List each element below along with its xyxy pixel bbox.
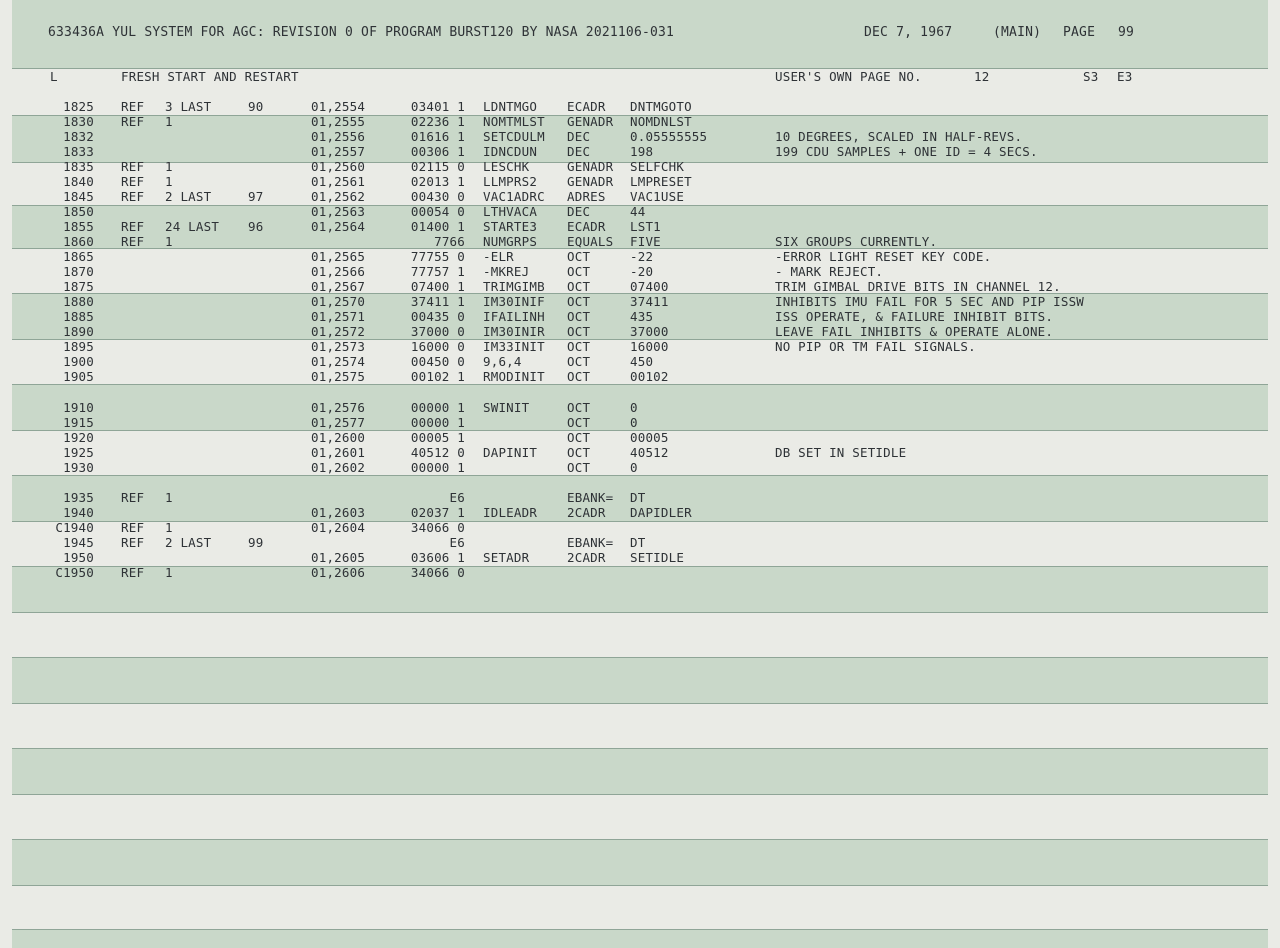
row-operand: 435 (630, 309, 654, 324)
band-rule (12, 794, 1268, 795)
row-ref: REF (121, 234, 145, 249)
row-ref: REF (121, 565, 145, 580)
row-op: OCT (567, 249, 591, 264)
row-operand: FIVE (630, 234, 661, 249)
band-rule (12, 384, 1268, 385)
row-line: 1925 (63, 445, 94, 460)
row-addr: 01,2601 (311, 445, 366, 460)
row-ref: REF (121, 99, 145, 114)
row-line: 1840 (63, 174, 94, 189)
row-addr: 01,2567 (311, 279, 366, 294)
row-label: STARTE3 (483, 219, 538, 234)
paper-band (12, 0, 1268, 22)
row-op: OCT (567, 430, 591, 445)
row-line: 1915 (63, 415, 94, 430)
row-addr: 01,2562 (311, 189, 366, 204)
row-operand: DT (630, 535, 646, 550)
row-operand: 40512 (630, 445, 669, 460)
row-comment: INHIBITS IMU FAIL FOR 5 SEC AND PIP ISSW (775, 294, 1085, 309)
row-word: 01616 1 (410, 129, 465, 144)
row-op: DEC (567, 129, 591, 144)
row-operand: -20 (630, 264, 654, 279)
row-label: IM33INIT (483, 339, 545, 354)
row-word: 34066 0 (410, 520, 465, 535)
row-label: TRIMGIMB (483, 279, 545, 294)
row-cnt: 3 LAST (165, 99, 212, 114)
row-word: 02115 0 (410, 159, 465, 174)
row-comment: -ERROR LIGHT RESET KEY CODE. (775, 249, 992, 264)
row-line: 1885 (63, 309, 94, 324)
row-line: 1950 (63, 550, 94, 565)
row-word: 00102 1 (410, 369, 465, 384)
row-line: 1895 (63, 339, 94, 354)
row-addr: 01,2561 (311, 174, 366, 189)
row-addr: 01,2571 (311, 309, 366, 324)
row-line: 1935 (63, 490, 94, 505)
row-last: 97 (248, 189, 264, 204)
row-op: 2CADR (567, 550, 606, 565)
row-line: 1835 (63, 159, 94, 174)
row-word: 02236 1 (410, 114, 465, 129)
row-addr: 01,2555 (311, 114, 366, 129)
row-addr: 01,2554 (311, 99, 366, 114)
row-word: 00435 0 (410, 309, 465, 324)
row-ref: REF (121, 535, 145, 550)
row-word: 00430 0 (410, 189, 465, 204)
row-comment: NO PIP OR TM FAIL SIGNALS. (775, 339, 976, 354)
row-word: 77755 0 (410, 249, 465, 264)
row-comment: 199 CDU SAMPLES + ONE ID = 4 SECS. (775, 144, 1038, 159)
row-word: 02037 1 (410, 505, 465, 520)
band-rule (12, 475, 1268, 476)
band-rule (12, 521, 1268, 522)
paper-band (12, 748, 1268, 794)
row-word: 03606 1 (410, 550, 465, 565)
row-op: ADRES (567, 189, 606, 204)
row-op: ECADR (567, 219, 606, 234)
subheader-l: L (50, 69, 58, 84)
row-line: 1833 (63, 144, 94, 159)
row-operand: 0 (630, 460, 638, 475)
row-operand: 37000 (630, 324, 669, 339)
row-addr: 01,2576 (311, 400, 366, 415)
row-comment: LEAVE FAIL INHIBITS & OPERATE ALONE. (775, 324, 1054, 339)
row-operand: 450 (630, 354, 654, 369)
row-last: 96 (248, 219, 264, 234)
listing-main-tag: (MAIN) (993, 25, 1042, 40)
row-cnt: 1 (165, 520, 173, 535)
row-op: OCT (567, 294, 591, 309)
row-word: 34066 0 (410, 565, 465, 580)
row-word: E6 (449, 490, 465, 505)
row-word: 07400 1 (410, 279, 465, 294)
band-rule (12, 839, 1268, 840)
row-line: C1950 (55, 565, 94, 580)
row-addr: 01,2604 (311, 520, 366, 535)
row-op: EQUALS (567, 234, 614, 249)
row-cnt: 1 (165, 159, 173, 174)
row-label: SWINIT (483, 400, 530, 415)
subheader-s: S3 (1083, 69, 1099, 84)
row-op: OCT (567, 415, 591, 430)
row-label: RMODINIT (483, 369, 545, 384)
row-op: OCT (567, 460, 591, 475)
row-word: 00000 1 (410, 415, 465, 430)
row-label: LTHVACA (483, 204, 538, 219)
section-title: FRESH START AND RESTART (121, 69, 299, 84)
row-op: DEC (567, 144, 591, 159)
row-line: 1905 (63, 369, 94, 384)
row-operand: SELFCHK (630, 159, 685, 174)
band-rule (12, 566, 1268, 567)
row-line: 1930 (63, 460, 94, 475)
row-label: LESCHK (483, 159, 530, 174)
row-label: IDLEADR (483, 505, 538, 520)
row-op: EBANK= (567, 490, 614, 505)
band-rule (12, 929, 1268, 930)
row-ref: REF (121, 520, 145, 535)
page-number: 99 (1118, 25, 1135, 40)
row-line: 1870 (63, 264, 94, 279)
band-rule (12, 703, 1268, 704)
row-cnt: 24 LAST (165, 219, 220, 234)
row-ref: REF (121, 174, 145, 189)
paper-band (12, 566, 1268, 612)
row-addr: 01,2600 (311, 430, 366, 445)
row-line: 1945 (63, 535, 94, 550)
row-line: 1850 (63, 204, 94, 219)
row-operand: SETIDLE (630, 550, 685, 565)
listing-header: 633436A YUL SYSTEM FOR AGC: REVISION 0 OF PROGRAM BURST120 BY NASA 2021106-031 (48, 25, 675, 40)
row-label: IM30INIR (483, 324, 545, 339)
row-line: 1880 (63, 294, 94, 309)
row-operand: 0 (630, 400, 638, 415)
band-rule (12, 748, 1268, 749)
row-label: IDNCDUN (483, 144, 538, 159)
row-label: NUMGRPS (483, 234, 538, 249)
row-addr: 01,2557 (311, 144, 366, 159)
row-word: 40512 0 (410, 445, 465, 460)
row-op: OCT (567, 400, 591, 415)
row-word: 03401 1 (410, 99, 465, 114)
row-operand: 37411 (630, 294, 669, 309)
row-word: 37000 0 (410, 324, 465, 339)
row-addr: 01,2566 (311, 264, 366, 279)
row-label: SETADR (483, 550, 530, 565)
row-op: OCT (567, 369, 591, 384)
row-line: 1825 (63, 99, 94, 114)
row-comment: ISS OPERATE, & FAILURE INHIBIT BITS. (775, 309, 1054, 324)
row-word: 01400 1 (410, 219, 465, 234)
row-line: 1940 (63, 505, 94, 520)
row-operand: DNTMGOTO (630, 99, 692, 114)
row-last: 90 (248, 99, 264, 114)
row-ref: REF (121, 159, 145, 174)
row-addr: 01,2570 (311, 294, 366, 309)
row-ref: REF (121, 114, 145, 129)
row-op: OCT (567, 309, 591, 324)
row-cnt: 1 (165, 565, 173, 580)
row-line: 1865 (63, 249, 94, 264)
row-ref: REF (121, 189, 145, 204)
paper-band (12, 839, 1268, 885)
row-comment: TRIM GIMBAL DRIVE BITS IN CHANNEL 12. (775, 279, 1061, 294)
row-label: -MKREJ (483, 264, 530, 279)
row-addr: 01,2602 (311, 460, 366, 475)
row-operand: DAPIDLER (630, 505, 692, 520)
row-word: E6 (449, 535, 465, 550)
row-comment: SIX GROUPS CURRENTLY. (775, 234, 938, 249)
row-line: 1855 (63, 219, 94, 234)
row-addr: 01,2564 (311, 219, 366, 234)
subheader-e: E3 (1117, 69, 1133, 84)
row-operand: 44 (630, 204, 646, 219)
row-word: 77757 1 (410, 264, 465, 279)
row-addr: 01,2565 (311, 249, 366, 264)
row-label: NOMTMLST (483, 114, 545, 129)
row-op: EBANK= (567, 535, 614, 550)
row-op: GENADR (567, 114, 614, 129)
row-addr: 01,2560 (311, 159, 366, 174)
row-addr: 01,2572 (311, 324, 366, 339)
row-word: 7766 (434, 234, 465, 249)
row-op: OCT (567, 354, 591, 369)
paper-band (12, 384, 1268, 430)
row-comment: 10 DEGREES, SCALED IN HALF-REVS. (775, 129, 1023, 144)
row-operand: VAC1USE (630, 189, 685, 204)
row-comment: DB SET IN SETIDLE (775, 445, 907, 460)
row-addr: 01,2603 (311, 505, 366, 520)
page-label: PAGE (1063, 25, 1096, 40)
row-label: SETCDULM (483, 129, 545, 144)
row-addr: 01,2575 (311, 369, 366, 384)
row-cnt: 1 (165, 234, 173, 249)
row-line: 1890 (63, 324, 94, 339)
row-word: 37411 1 (410, 294, 465, 309)
row-cnt: 1 (165, 114, 173, 129)
row-operand: 198 (630, 144, 654, 159)
paper-band (12, 929, 1268, 948)
row-op: GENADR (567, 159, 614, 174)
listing-date: DEC 7, 1967 (864, 25, 953, 40)
row-addr: 01,2556 (311, 129, 366, 144)
row-line: 1920 (63, 430, 94, 445)
row-last: 99 (248, 535, 264, 550)
row-line: 1860 (63, 234, 94, 249)
row-op: DEC (567, 204, 591, 219)
row-line: C1940 (55, 520, 94, 535)
row-op: OCT (567, 279, 591, 294)
row-word: 00005 1 (410, 430, 465, 445)
row-line: 1910 (63, 400, 94, 415)
row-op: 2CADR (567, 505, 606, 520)
row-label: IM30INIF (483, 294, 545, 309)
row-addr: 01,2605 (311, 550, 366, 565)
row-addr: 01,2577 (311, 415, 366, 430)
row-addr: 01,2563 (311, 204, 366, 219)
row-line: 1832 (63, 129, 94, 144)
row-line: 1875 (63, 279, 94, 294)
row-op: OCT (567, 339, 591, 354)
row-word: 00000 1 (410, 400, 465, 415)
row-label: VAC1ADRC (483, 189, 545, 204)
row-cnt: 1 (165, 174, 173, 189)
row-operand: LST1 (630, 219, 661, 234)
row-label: DAPINIT (483, 445, 538, 460)
row-word: 00306 1 (410, 144, 465, 159)
row-operand: 00102 (630, 369, 669, 384)
row-op: OCT (567, 264, 591, 279)
row-word: 16000 0 (410, 339, 465, 354)
row-label: -ELR (483, 249, 514, 264)
row-operand: 16000 (630, 339, 669, 354)
row-word: 00450 0 (410, 354, 465, 369)
row-operand: LMPRESET (630, 174, 692, 189)
row-word: 00054 0 (410, 204, 465, 219)
row-word: 02013 1 (410, 174, 465, 189)
row-label: LDNTMGO (483, 99, 538, 114)
row-op: GENADR (567, 174, 614, 189)
own-page-label: USER'S OWN PAGE NO. (775, 69, 922, 84)
row-cnt: 2 LAST (165, 189, 212, 204)
row-line: 1830 (63, 114, 94, 129)
band-rule (12, 612, 1268, 613)
row-addr: 01,2606 (311, 565, 366, 580)
band-rule (12, 657, 1268, 658)
row-addr: 01,2573 (311, 339, 366, 354)
row-operand: -22 (630, 249, 654, 264)
row-addr: 01,2574 (311, 354, 366, 369)
row-cnt: 2 LAST (165, 535, 212, 550)
row-operand: DT (630, 490, 646, 505)
row-label: 9,6,4 (483, 354, 522, 369)
row-operand: 0.05555555 (630, 129, 708, 144)
row-op: OCT (567, 445, 591, 460)
paper-band (12, 657, 1268, 703)
row-ref: REF (121, 219, 145, 234)
band-rule (12, 885, 1268, 886)
row-label: LLMPRS2 (483, 174, 538, 189)
row-operand: 0 (630, 415, 638, 430)
row-word: 00000 1 (410, 460, 465, 475)
row-line: 1900 (63, 354, 94, 369)
row-cnt: 1 (165, 490, 173, 505)
row-operand: 07400 (630, 279, 669, 294)
row-line: 1845 (63, 189, 94, 204)
row-op: ECADR (567, 99, 606, 114)
row-operand: 00005 (630, 430, 669, 445)
own-page-number: 12 (974, 69, 990, 84)
row-ref: REF (121, 490, 145, 505)
row-operand: NOMDNLST (630, 114, 692, 129)
row-label: IFAILINH (483, 309, 545, 324)
row-op: OCT (567, 324, 591, 339)
row-comment: - MARK REJECT. (775, 264, 884, 279)
